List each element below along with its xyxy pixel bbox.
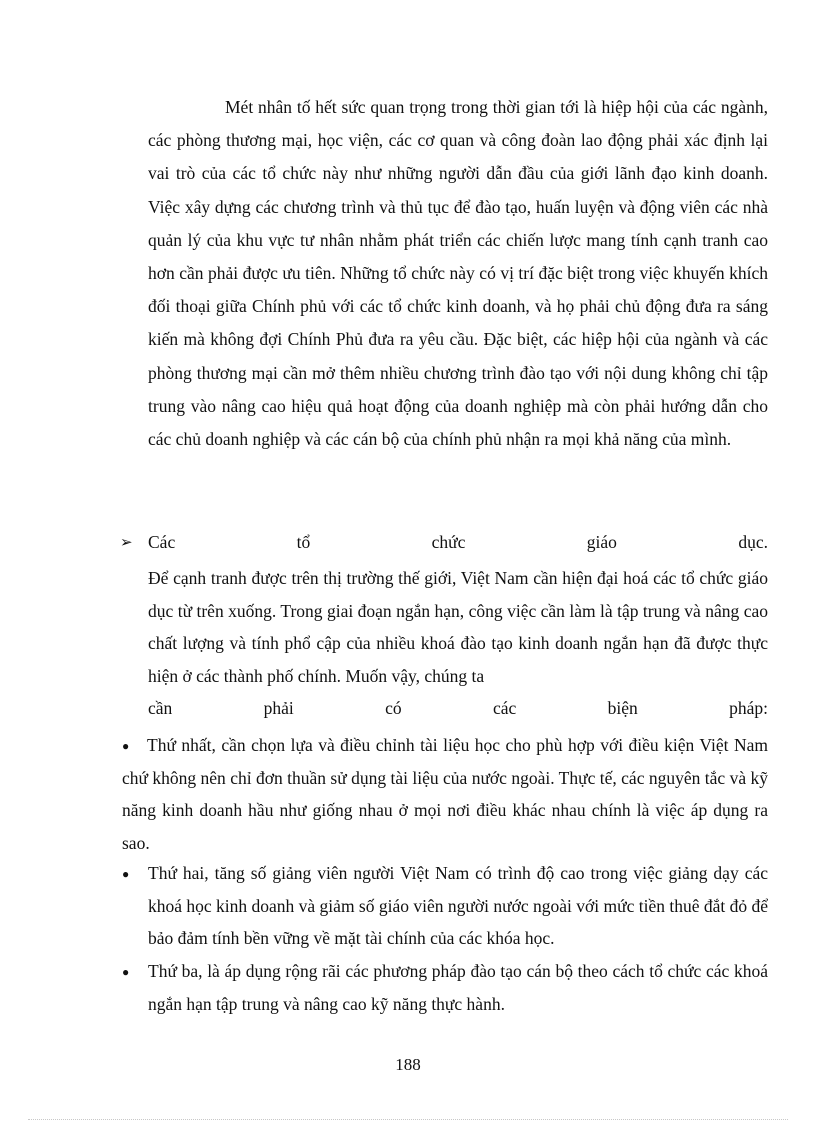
section-heading [120,526,768,561]
body-paragraph-1: Mét nhân tố hết sức quan trọng trong thời gian tới là hiệp hội của các ngành, các phòng thương mại, học viện, các cơ quan và công đoàn lao động phải xác định lại vai trò của các tổ chức này như những người dẫn đầu của giới lãnh đạo kinh doanh. Việc xây dựng các chương trình và thủ tục để đào tạo, huấn luyện và động viên các nhà quản lý của khu vực tư nhân nhằm phát triển các chiến lược mang tính cạnh tranh cao hơn cần phải được ưu tiên. Những tổ chức này có vị trí đặc biệt trong việc khuyến khích đối thoại giữa Chính phủ với các tổ chức kinh doanh, và họ phải chủ động đưa ra sáng kiến mà không đợi Chính Phủ đưa ra yêu cầu. Đặc biệt, các hiệp hội của ngành và các phòng thương mại cần mở thêm nhiều chương trình đào tạo với nội dung không chỉ tập trung vào nâng cao hiệu quả hoạt động của doanh nghiệp mà còn phải hướng dẫn cho các chủ doanh nghiệp và các cán bộ của chính phủ nhận ra mọi khả năng của mình. [148,97,768,450]
body-paragraph-2-last-line: cần phải có các biện pháp: [148,698,768,719]
section-heading-label: Các tổ chức giáo dục. [148,532,768,552]
page-number-label: 188 [395,1055,421,1074]
arrow-bullet-icon: ➢ [120,535,133,551]
list-item-text: Thứ hai, tăng số giảng viên người Việt Nam có trình độ cao trong việc giảng dạy các khoá học kinh doanh và giảm số giáo viên người nước ngoài với mức tiền thuê đắt đỏ để bảo đảm tính bền vững về mặt tài chính của các khóa học. [148,863,768,948]
round-bullet-icon: ● [122,965,130,979]
body-paragraph-2-text: Để cạnh tranh được trên thị trường thế giới, Việt Nam cần hiện đại hoá các tổ chức giáo dục từ trên xuống. Trong giai đoạn ngắn hạn, công việc cần làm là tập trung và nâng cao chất lượng và tính phổ cập của nhiều khoá đào tạo kinh doanh ngắn hạn đã được thực hiện ở các thành phố chính. Muốn vậy, chúng ta [148,568,768,686]
round-bullet-icon: ● [122,867,130,881]
list-item [122,729,768,859]
body-paragraph-2 [148,562,768,725]
page-bottom-divider [28,1119,788,1120]
section-heading-row [120,526,768,561]
list-item-text: Thứ ba, là áp dụng rộng rãi các phương pháp đào tạo cán bộ theo cách tổ chức các khoá ngắn hạn tập trung và nâng cao kỹ năng thực hành. [148,961,768,1014]
list-item-text: Thứ nhất, cần chọn lựa và điều chỉnh tài liệu học cho phù hợp với điều kiện Việt Nam chứ không nên chỉ đơn thuần sử dụng tài liệu của nước ngoài. Thực tế, các nguyên tắc và kỹ năng kinh doanh hầu như giống nhau ở mọi nơi điều khác nhau chính là việc áp dụng ra sao. [122,735,768,853]
round-bullet-icon: ● [122,739,130,753]
page-number [0,1055,816,1075]
list-item [122,857,768,955]
list-item [122,955,768,1020]
